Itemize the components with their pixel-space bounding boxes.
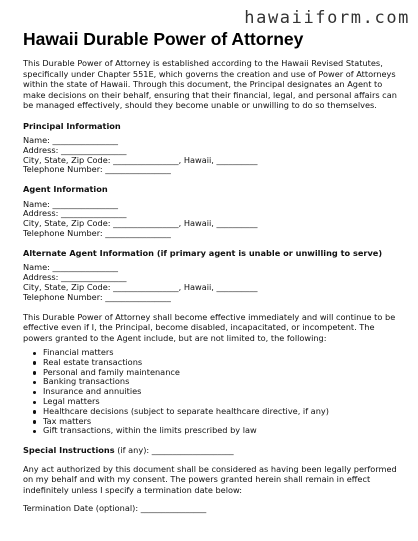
agent-section xyxy=(23,184,401,239)
alternate-agent-section xyxy=(23,248,401,303)
principal-city-field: City, State, Zip Code: ________________, Hawaii, __________ xyxy=(23,154,258,165)
powers-list xyxy=(23,348,401,436)
agent-heading: Agent Information xyxy=(23,184,108,195)
principal-phone-field: Telephone Number: ________________ xyxy=(23,164,171,175)
principal-fields xyxy=(23,136,401,175)
principal-heading: Principal Information xyxy=(23,120,121,131)
alternate-agent-fields xyxy=(23,263,401,302)
intro-paragraph: This Durable Power of Attorney is established according to the Hawaii Revised Statutes, specifically under Chapter 551E, which governs the creation and use of Power of Attorneys within the state of Hawaii. Through this document, the Principal designates an Agent to make decisions on their behalf, ensuring that their financial, legal, and personal affairs can be managed effectively, should they become unable or unwilling to do so themselves. xyxy=(23,58,397,110)
power-item: Healthcare decisions (subject to separate healthcare directive, if any) xyxy=(33,407,401,417)
document-body xyxy=(23,58,401,514)
effective-paragraph: This Durable Power of Attorney shall become effective immediately and will continue to be effective even if I, the Principal, become disabled, incapacitated, or incompetent. The powers granted to the Agent include, but are not limited to, the following: xyxy=(23,311,396,343)
alternate-name-field: Name: ________________ xyxy=(23,262,119,273)
alternate-agent-heading: Alternate Agent Information (if primary agent is unable or unwilling to serve) xyxy=(23,247,383,258)
power-item: Financial matters xyxy=(33,348,401,358)
special-instructions-line xyxy=(23,445,401,456)
power-item: Tax matters xyxy=(33,417,401,427)
alternate-address-field: Address: ________________ xyxy=(23,272,127,283)
document-title: Hawaii Durable Power of Attorney xyxy=(23,29,304,49)
power-item: Legal matters xyxy=(33,397,401,407)
power-item: Personal and family maintenance xyxy=(33,368,401,378)
agent-city-field: City, State, Zip Code: ________________, Hawaii, __________ xyxy=(23,218,258,229)
site-watermark: hawaiiform.com xyxy=(244,8,410,28)
closing-paragraph: Any act authorized by this document shall be considered as having been legally performed on my behalf and with my consent. The powers granted herein shall remain in effect indefinitely unless I specify a termination date below: xyxy=(23,463,397,495)
principal-section xyxy=(23,121,401,176)
agent-fields xyxy=(23,200,401,239)
principal-address-field: Address: ________________ xyxy=(23,144,127,155)
special-instructions-label: Special Instructions xyxy=(23,445,115,456)
agent-address-field: Address: ________________ xyxy=(23,208,127,219)
alternate-city-field: City, State, Zip Code: ________________, Hawaii, __________ xyxy=(23,281,258,292)
agent-phone-field: Telephone Number: ________________ xyxy=(23,228,171,239)
power-item: Banking transactions xyxy=(33,377,401,387)
power-item: Insurance and annuities xyxy=(33,387,401,397)
power-item: Gift transactions, within the limits prescribed by law xyxy=(33,426,401,436)
power-item: Real estate transactions xyxy=(33,358,401,368)
alternate-phone-field: Telephone Number: ________________ xyxy=(23,291,171,302)
termination-date-field: Termination Date (optional): ________________ xyxy=(23,503,207,514)
principal-name-field: Name: ________________ xyxy=(23,135,119,145)
agent-name-field: Name: ________________ xyxy=(23,198,119,209)
special-instructions-blank: (if any): ____________________ xyxy=(114,445,234,456)
